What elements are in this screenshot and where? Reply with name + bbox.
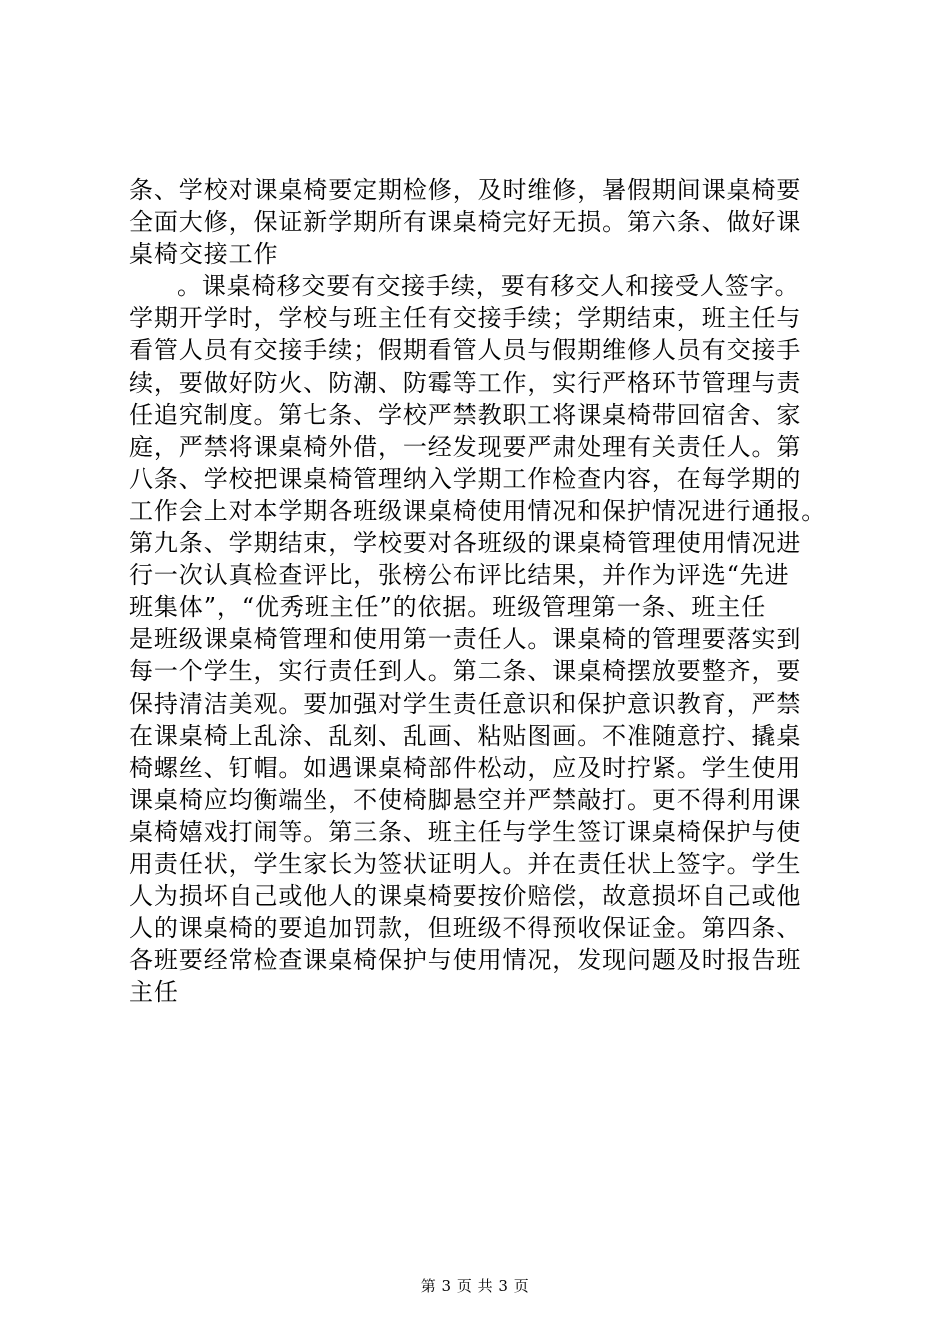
text-line: 看管人员有交接手续；假期看管人员与假期维修人员有交接手 <box>129 336 802 365</box>
text-line: 八条、学校把课桌椅管理纳入学期工作检查内容，在每学期的 <box>129 464 802 493</box>
text-line: 续，要做好防火、防潮、防霉等工作，实行严格环节管理与责 <box>129 368 802 397</box>
text-line: 各班要经常检查课桌椅保护与使用情况，发现问题及时报告班 <box>129 946 802 975</box>
page-number-footer: 第 3 页 共 3 页 <box>420 1277 530 1295</box>
text-line: 主任 <box>129 978 179 1007</box>
text-line: 桌椅交接工作 <box>129 240 279 269</box>
text-line: 桌椅嬉戏打闹等。第三条、班主任与学生签订课桌椅保护与使 <box>129 817 802 846</box>
text-line: 保持清洁美观。要加强对学生责任意识和保护意识教育，严禁 <box>129 689 802 718</box>
text-line: 椅螺丝、钉帽。如遇课桌椅部件松动，应及时拧紧。学生使用 <box>129 753 802 782</box>
text-line: 工作会上对本学期各班级课桌椅使用情况和保护情况进行通报。 <box>129 496 827 525</box>
text-line: 任追究制度。第七条、学校严禁教职工将课桌椅带回宿舍、家 <box>129 400 802 429</box>
text-line: 庭，严禁将课桌椅外借，一经发现要严肃处理有关责任人。第 <box>129 432 802 461</box>
text-line: 班集体”，“优秀班主任”的依据。班级管理第一条、班主任 <box>129 593 767 622</box>
text-line: 是班级课桌椅管理和使用第一责任人。课桌椅的管理要落实到 <box>129 625 802 654</box>
text-line: 用责任状，学生家长为签状证明人。并在责任状上签字。学生 <box>129 849 802 878</box>
text-line: 学期开学时，学校与班主任有交接手续；学期结束，班主任与 <box>129 304 802 333</box>
text-line: 每一个学生，实行责任到人。第二条、课桌椅摆放要整齐，要 <box>129 657 802 686</box>
text-line: 全面大修，保证新学期所有课桌椅完好无损。第六条、做好课 <box>129 208 802 237</box>
text-line: 条、学校对课桌椅要定期检修，及时维修，暑假期间课桌椅要 <box>129 176 802 204</box>
text-line: 行一次认真检查评比，张榜公布评比结果，并作为评选“先进 <box>129 561 790 590</box>
document-body <box>129 174 829 1008</box>
text-line: 第九条、学期结束，学校要对各班级的课桌椅管理使用情况进 <box>129 529 802 558</box>
text-line: 课桌椅应均衡端坐，不使椅脚悬空并严禁敲打。更不得利用课 <box>129 785 802 814</box>
text-line: 人为损坏自己或他人的课桌椅要按价赔偿，故意损坏自己或他 <box>129 882 802 911</box>
text-line: 在课桌椅上乱涂、乱刻、乱画、粘贴图画。不准随意拧、撬桌 <box>129 721 802 750</box>
text-line: 。课桌椅移交要有交接手续，要有移交人和接受人签字。 <box>177 272 800 301</box>
text-line: 人的课桌椅的要追加罚款，但班级不得预收保证金。第四条、 <box>129 914 802 943</box>
